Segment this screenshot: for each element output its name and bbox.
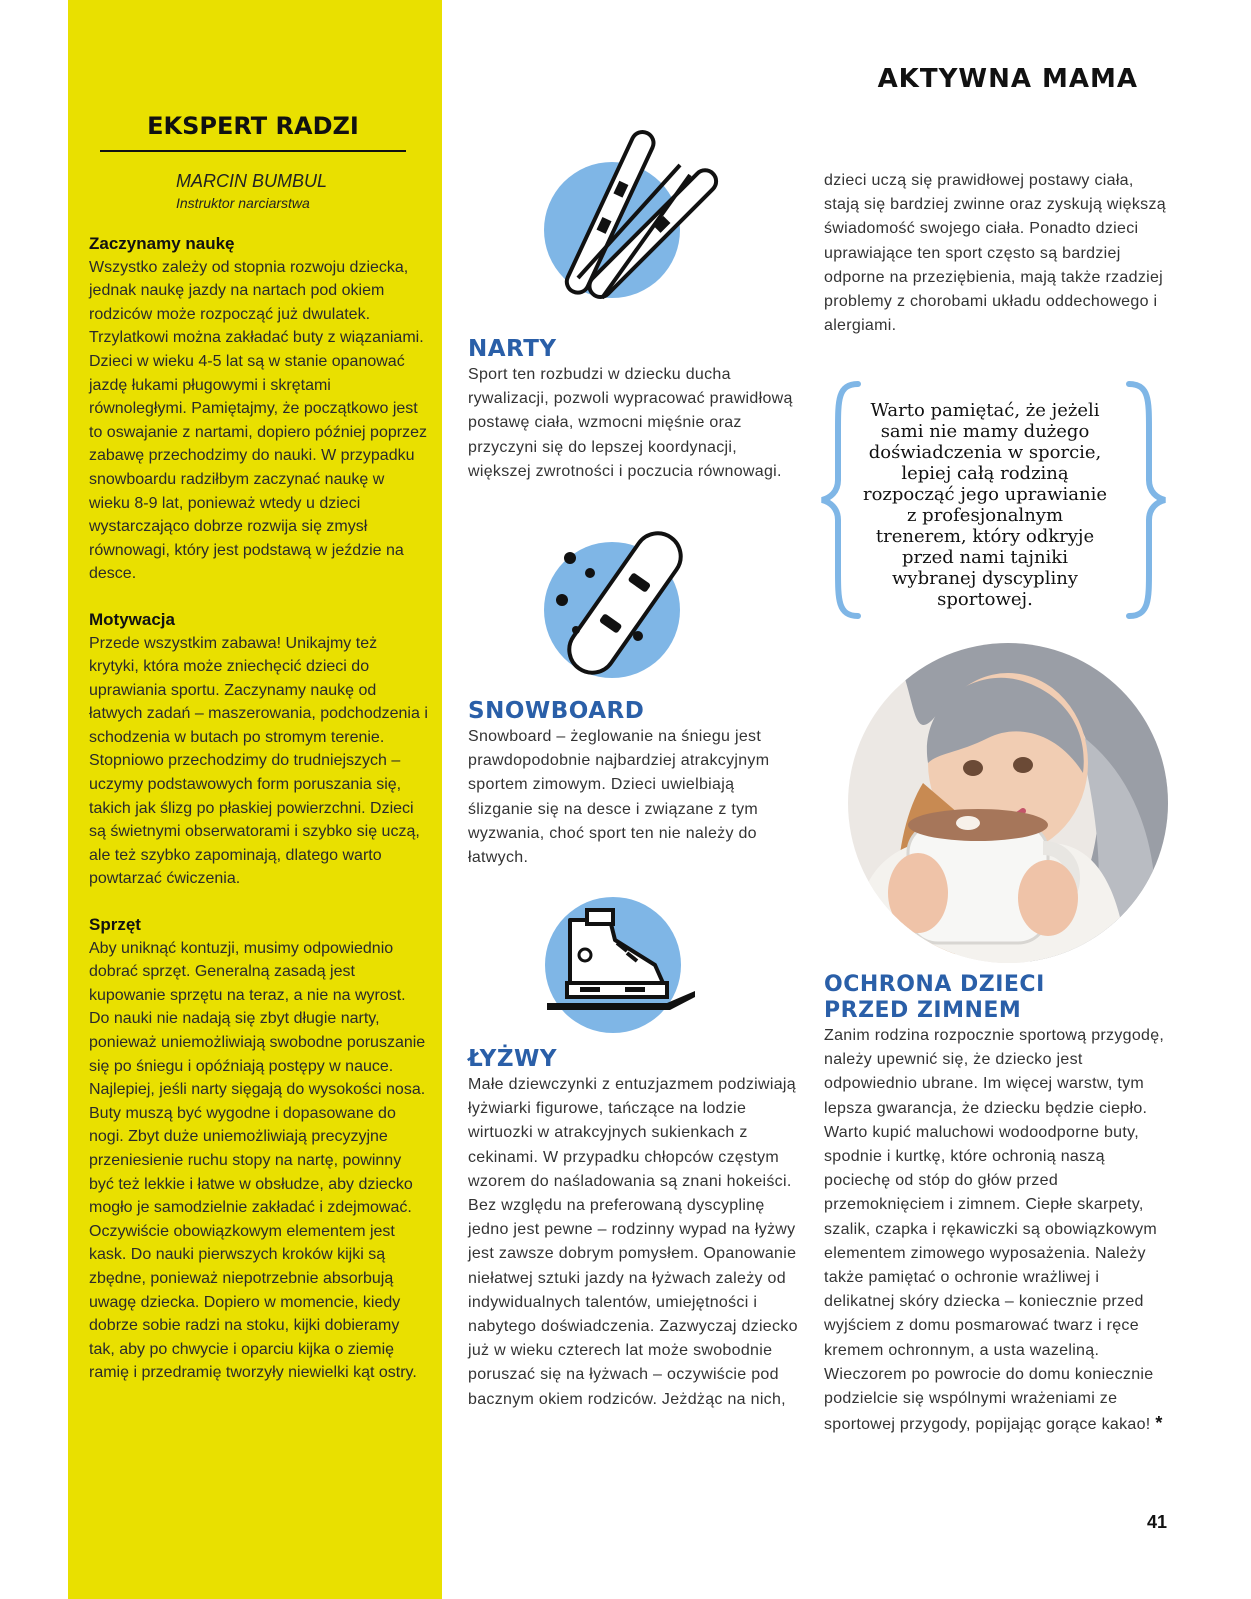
ice-skate-icon [545,895,705,1035]
protection-heading: OCHRONA DZIECI PRZED ZIMNEM [824,972,1045,1023]
snowboard-text: Snowboard – żeglowanie na śniegu jest prawdopodobnie najbardziej atrakcyjnym sportem zimowym. Dzieci uwielbiają ślizganie się na desce i związane z tym wyzwania, choć sport ten nie należy do łatwych. [468,728,770,867]
skates-text: Małe dziewczynki z entuzjazmem podziwiają łyżwiarki figurowe, tańczące na lodzie wirtuozki w atrakcyjnych sukienkach z cekinami. W przypadku chłopców częstym wzorem do naśladowania są znani hokeiści. Bez względu na preferowaną dyscyplinę jedno jest pewne – rodzinny wypad na łyżwy jest zawsze dobrym pomysłem. Opanowanie niełatwej sztuki jazdy na łyżwach zależy od indywidualnych talentów, umiejętności i nabytego doświadczenia. Zazwyczaj dziecko już w wieku czterech lat może swobodnie poruszać się na łyżwach – oczywiście pod bacznym okiem rodziców. Jeżdżąc na nich, [468,1076,798,1408]
expert-box-title: EKSPERT RADZI [100,112,406,152]
child-with-cocoa-photo [848,643,1168,963]
expert-advice [89,232,429,1407]
right-brace-icon [1125,380,1169,620]
protection-text [824,1024,1169,1437]
ski-icon [540,120,720,315]
skates-heading: ŁYŻWY [468,1046,558,1072]
expert-name: MARCIN BUMBUL [176,171,328,191]
snowboard-heading: SNOWBOARD [468,698,645,724]
page-number: 41 [1146,1512,1167,1532]
section-heading-start: Zaczynamy naukę [89,234,235,253]
section-text-start: Wszystko zależy od stopnia rozwoju dziecka, jednak naukę jazdy na nartach pod okiem rodziców może rozpocząć już dwulatek. Trzylatkowi można zakładać buty z wiązaniami. Dzieci w wieku 4-5 lat są w stanie opanować jazdę łukami pługowymi i skrętami równoległymi. Pamiętajmy, że początkowo jest to oswajanie z nartami, dopiero później poprzez zabawę przechodzimy do nauki. W przypadku snowboardu radziłbym zaczynać naukę w wieku 8-9 lat, ponieważ wtedy u dzieci wystarczająco dobrze rozwija się zmysł równowagi, który jest podstawą w jeździe na desce. [89,258,427,583]
snowboard-icon [540,528,690,678]
end-mark-icon: * [1155,1413,1163,1434]
protection-paragraph: Zanim rodzina rozpocznie sportową przygodę, należy upewnić się, że dziecko jest odpowiednio ubrane. Im więcej warstw, tym lepsza gwarancja, że dziecku będzie ciepło. Warto kupić maluchowi wodoodporne buty, spodnie i kurtkę, które ochronią naszą pociechę od stóp do głów przed przemoknięciem i zimnem. Ciepłe skarpety, szalik, czapka i rękawiczki są obowiązkowym elementem zimowego wyposażenia. Należy także pamiętać o ochronie wrażliwej i delikatnej skóry dziecka – koniecznie przed wyjściem z domu posmarować twarz i ręce kremem ochronnym, a usta wazeliną. Wieczorem po powrocie do domu koniecznie podzielcie się wspólnymi wrażeniami ze sportowej przygody, popijając gorące kakao! [824,1027,1165,1434]
ski-heading: NARTY [468,336,557,362]
section-text-equipment: Aby uniknąć kontuzji, musimy odpowiednio dobrać sprzęt. Generalną zasadą jest kupowanie sprzętu na teraz, a nie na wyrost. Do nauki nie nadają się zbyt długie narty, ponieważ uniemożliwiają swobodne poruszanie się po śniegu i opóźniają postępy w nauce. Najlepiej, jeśli narty sięgają do wysokości nosa. Buty muszą być wygodne i dopasowane do nogi. Zbyt duże uniemożliwiają precyzyjne przeniesienie ruchu stopy na nartę, powinny być też lekkie i łatwe w obsłudze, aby dziecko mogło je samodzielnie zakładać i zdejmować. Oczywiście obowiązkowym elementem jest kask. Do nauki pierwszych kroków kijki są zbędne, ponieważ niepotrzebnie absorbują uwagę dziecka. Dopiero w momencie, kiedy dobrze sobie radzi na stoku, kijki dobieramy tak, aby po chwycie i oparciu kijka o ziemię ramię i przedramię tworzyły niewielki kąt ostry. [89,939,426,1382]
skates-text-continuation: dzieci uczą się prawidłowej postawy ciała, stają się bardziej zwinne oraz zyskują większą świadomość swojego ciała. Ponadto dzieci uprawiające ten sport często są bardziej odporne na przeziębienia, mają także rzadziej problemy z chorobami układu oddechowego i alergiami. [824,172,1166,335]
left-brace-icon [818,380,862,620]
pull-quote: Warto pamiętać, że jeżeli sami nie mamy dużego doświadczenia w sporcie, lepiej całą rodziną rozpocząć jego uprawianie z profesjonalnym trenerem, który odkryje przed nami tajniki wybranej dyscypliny sportowej. [862,400,1108,610]
section-heading-equipment: Sprzęt [89,915,141,935]
section-text-motivation: Przede wszystkim zabawa! Unikajmy też krytyki, która może zniechęcić dzieci do uprawiania sportu. Zaczynamy naukę od łatwych zadań – maszerowania, podchodzenia i schodzenia w butach po stromym terenie. Stopniowo przechodzimy do trudniejszych – uczymy podstawowych form poruszania się, takich jak ślizg po płaskiej powierzchni. Dzieci są świetnymi obserwatorami i szybko się uczą, ale też szybko zapominają, dlatego warto powtarzać ćwiczenia. [89,634,428,888]
section-title: AKTYWNA MAMA [877,64,1138,94]
expert-role: Instruktor narciarstwa [176,195,310,211]
section-heading-motivation: Motywacja [89,609,175,629]
ski-text: Sport ten rozbudzi w dziecku ducha rywalizacji, pozwoli wypracować prawidłową postawę ciała, wzmocni mięśnie oraz przyczyni się do lepszej koordynacji, większej zwrotności i poczucia równowagi. [468,366,793,480]
